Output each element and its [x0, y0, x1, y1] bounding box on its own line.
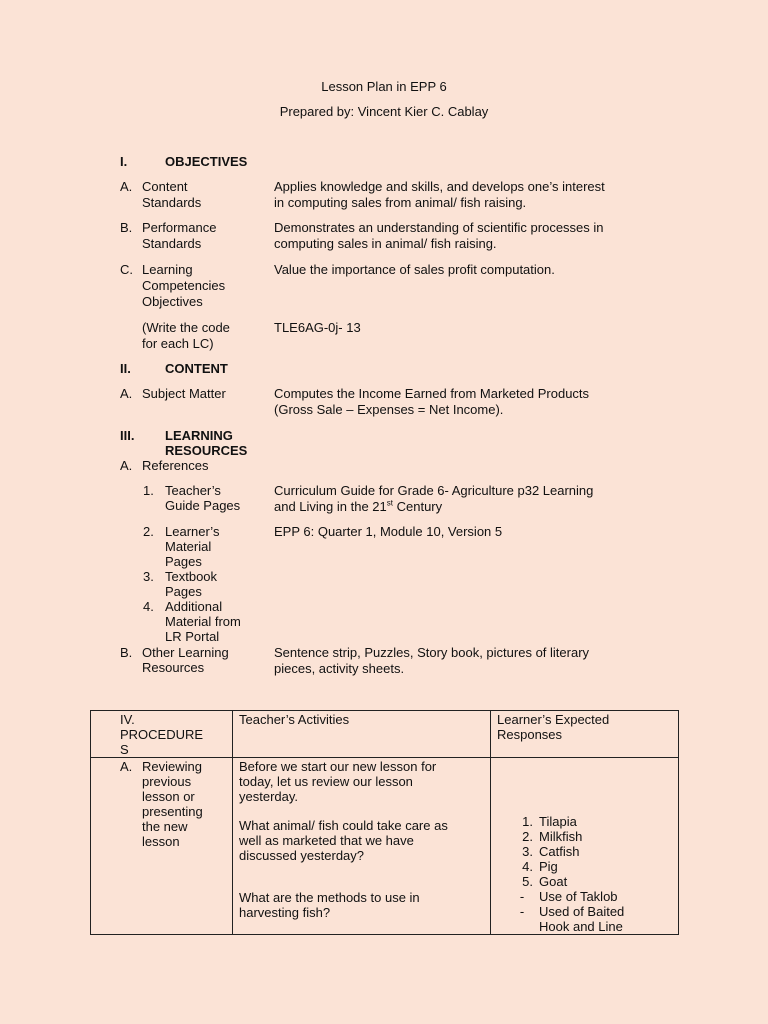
- list-item: 1. Tilapia: [522, 814, 577, 829]
- header-learners-responses: Learner’s Expected Responses: [491, 711, 679, 758]
- lc-code-label: (Write the code for each LC): [142, 320, 230, 351]
- item-marker: A.: [120, 386, 133, 401]
- reference-learners-material-label: Learner’s Material Pages: [165, 524, 220, 569]
- reference-number: 1.: [143, 483, 154, 498]
- procedures-table: [90, 710, 679, 935]
- header-teachers-activities: Teacher’s Activities: [233, 711, 491, 758]
- item-marker: B.: [120, 645, 133, 660]
- table-row: [91, 758, 679, 935]
- prepared-by: Prepared by: Vincent Kier C. Cablay: [279, 104, 489, 119]
- document-title: Lesson Plan in EPP 6: [321, 79, 447, 94]
- content-standards-label: Content Standards: [142, 179, 202, 210]
- teacher-paragraph: What animal/ fish could take care as well as marketed that we have discussed yesterday?: [239, 818, 448, 863]
- learning-competencies-label: Learning Competencies Objectives: [142, 262, 226, 309]
- lc-code-value: TLE6AG-0j- 13: [274, 320, 361, 335]
- reference-textbook-label: Textbook Pages: [165, 569, 218, 599]
- teacher-paragraph: Before we start our new lesson for today, let us review our lesson yesterday.: [239, 759, 437, 804]
- list-item: - Use of Taklob: [519, 889, 618, 904]
- content-standards-value: Applies knowledge and skills, and develops one’s interest in computing sales from animal/ fish raising.: [274, 179, 605, 210]
- list-item: 5. Goat: [522, 874, 568, 889]
- section-title-content: CONTENT: [165, 361, 228, 376]
- reference-additional-material-label: Additional Material from LR Portal: [165, 599, 241, 644]
- table-header-row: [91, 711, 679, 758]
- reference-number: 2.: [143, 524, 154, 539]
- section-title-objectives: OBJECTIVES: [165, 154, 248, 169]
- list-item: 2. Milkfish: [522, 829, 583, 844]
- reference-teachers-guide-value: Curriculum Guide for Grade 6- Agriculture p32 Learning and Living in the 21st Century: [274, 483, 594, 514]
- performance-standards-value: Demonstrates an understanding of scientific processes in computing sales in animal/ fish raising.: [274, 220, 604, 251]
- item-marker: B.: [120, 220, 133, 235]
- teacher-paragraph: What are the methods to use in harvesting fish?: [239, 890, 420, 920]
- performance-standards-label: Performance Standards: [142, 220, 217, 251]
- procedure-reviewing-cell: [91, 758, 233, 935]
- learner-responses-cell: [491, 758, 679, 935]
- list-item: - Used of Baited Hook and Line: [519, 904, 625, 934]
- references-label: References: [142, 458, 209, 473]
- list-item: 4. Pig: [522, 859, 558, 874]
- item-marker: C.: [120, 262, 133, 277]
- section-number-objectives: I.: [120, 154, 128, 169]
- subject-matter-value: Computes the Income Earned from Marketed Products (Gross Sale – Expenses = Net Income).: [274, 386, 590, 417]
- section-number-content: II.: [120, 361, 131, 376]
- other-resources-label: Other Learning Resources: [142, 645, 229, 675]
- subject-matter-label: Subject Matter: [142, 386, 226, 401]
- response-method-list: [511, 889, 678, 934]
- list-item: 3. Catfish: [522, 844, 580, 859]
- reference-learners-material-value: EPP 6: Quarter 1, Module 10, Version 5: [274, 524, 503, 539]
- item-marker: A.: [120, 759, 133, 774]
- header-procedures: IV. PROCEDURE S: [91, 711, 233, 758]
- item-marker: A.: [120, 179, 133, 194]
- reference-number: 3.: [143, 569, 154, 584]
- response-list: [511, 814, 678, 889]
- teacher-activities-cell: [233, 758, 491, 935]
- procedure-reviewing-label: Reviewing previous lesson or presenting the new lesson: [142, 759, 203, 849]
- section-title-resources: LEARNING RESOURCES: [165, 428, 248, 458]
- section-number-resources: III.: [120, 428, 135, 443]
- reference-number: 4.: [143, 599, 154, 614]
- other-resources-value: Sentence strip, Puzzles, Story book, pictures of literary pieces, activity sheets.: [274, 645, 590, 676]
- reference-teachers-guide-label: Teacher’s Guide Pages: [165, 483, 241, 513]
- item-marker: A.: [120, 458, 133, 473]
- learning-competencies-value: Value the importance of sales profit computation.: [274, 262, 555, 277]
